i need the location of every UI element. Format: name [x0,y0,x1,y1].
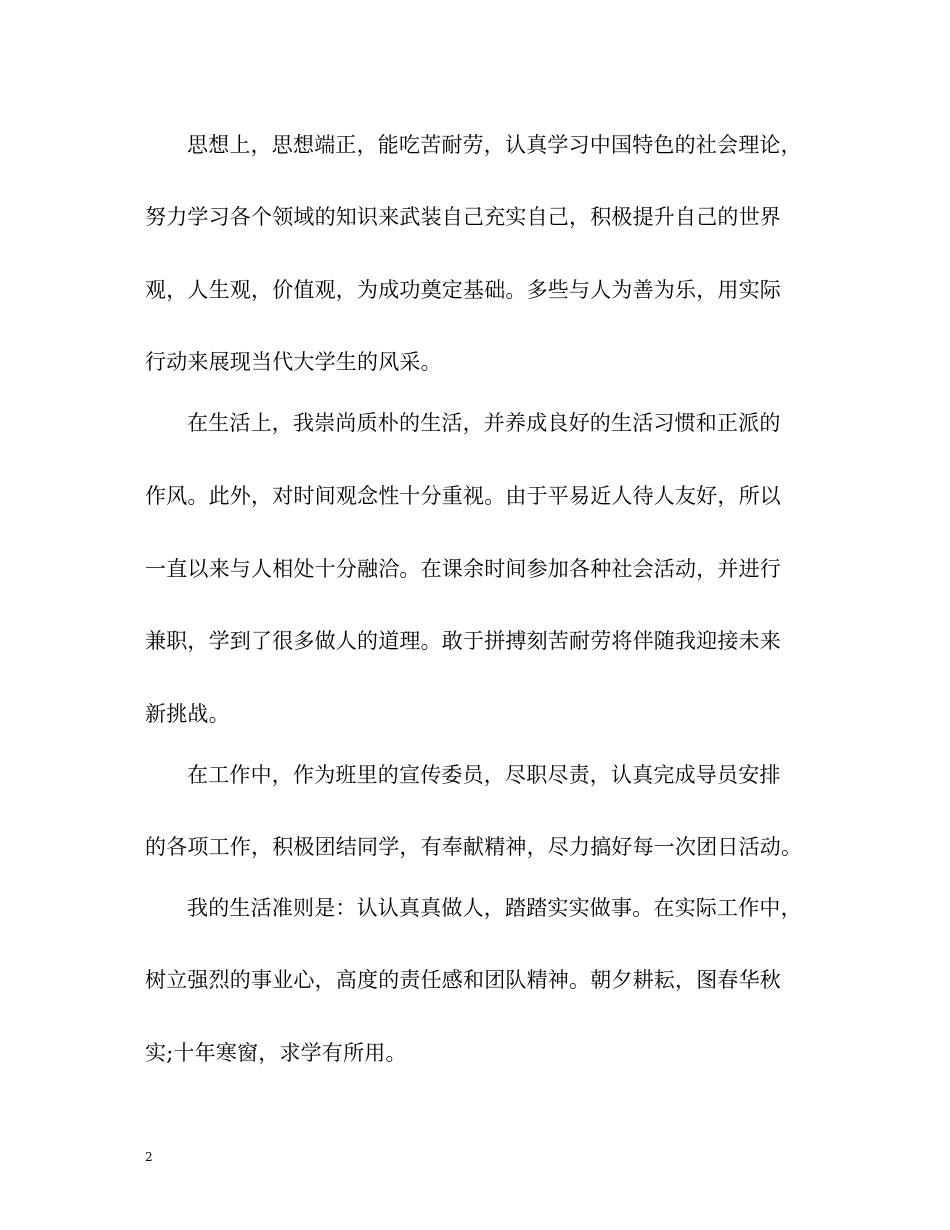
paragraph-1-line-2: 努力学习各个领域的知识来武装自己充实自己，积极提升自己的世界 [145,205,781,229]
paragraph-2-line-3: 一直以来与人相处十分融洽。在课余时间参加各种社会活动，并进行 [145,557,781,581]
paragraph-2-line-2: 作风。此外，对时间观念性十分重视。由于平易近人待人友好，所以 [145,484,781,508]
paragraph-2-line-5: 新挑战。 [145,702,230,726]
paragraph-4-line-2: 树立强烈的事业心，高度的责任感和团队精神。朝夕耕耘，图春华秋 [145,968,781,992]
paragraph-4-line-3: 实;十年寒窗，求学有所用。 [145,1041,407,1065]
paragraph-3-line-2: 的各项工作，积极团结同学，有奉献精神，尽力搞好每一次团日活动。 [145,835,803,859]
paragraph-1-line-4: 行动来展现当代大学生的风采。 [145,350,442,374]
paragraph-4-line-1: 我的生活准则是：认认真真做人，踏踏实实做事。在实际工作中， [187,896,802,920]
paragraph-2-line-4: 兼职，学到了很多做人的道理。敢于拼搏刻苦耐劳将伴随我迎接未来 [145,629,781,653]
paragraph-1-line-3: 观，人生观，价值观，为成功奠定基础。多些与人为善为乐，用实际 [145,278,781,302]
paragraph-1-line-1: 思想上，思想端正，能吃苦耐劳，认真学习中国特色的社会理论， [187,133,802,157]
page-number: 2 [145,1150,153,1164]
paragraph-3-line-1: 在工作中，作为班里的宣传委员，尽职尽责，认真完成导员安排 [187,763,781,787]
paragraph-2-line-1: 在生活上，我崇尚质朴的生活，并养成良好的生活习惯和正派的 [187,411,781,435]
